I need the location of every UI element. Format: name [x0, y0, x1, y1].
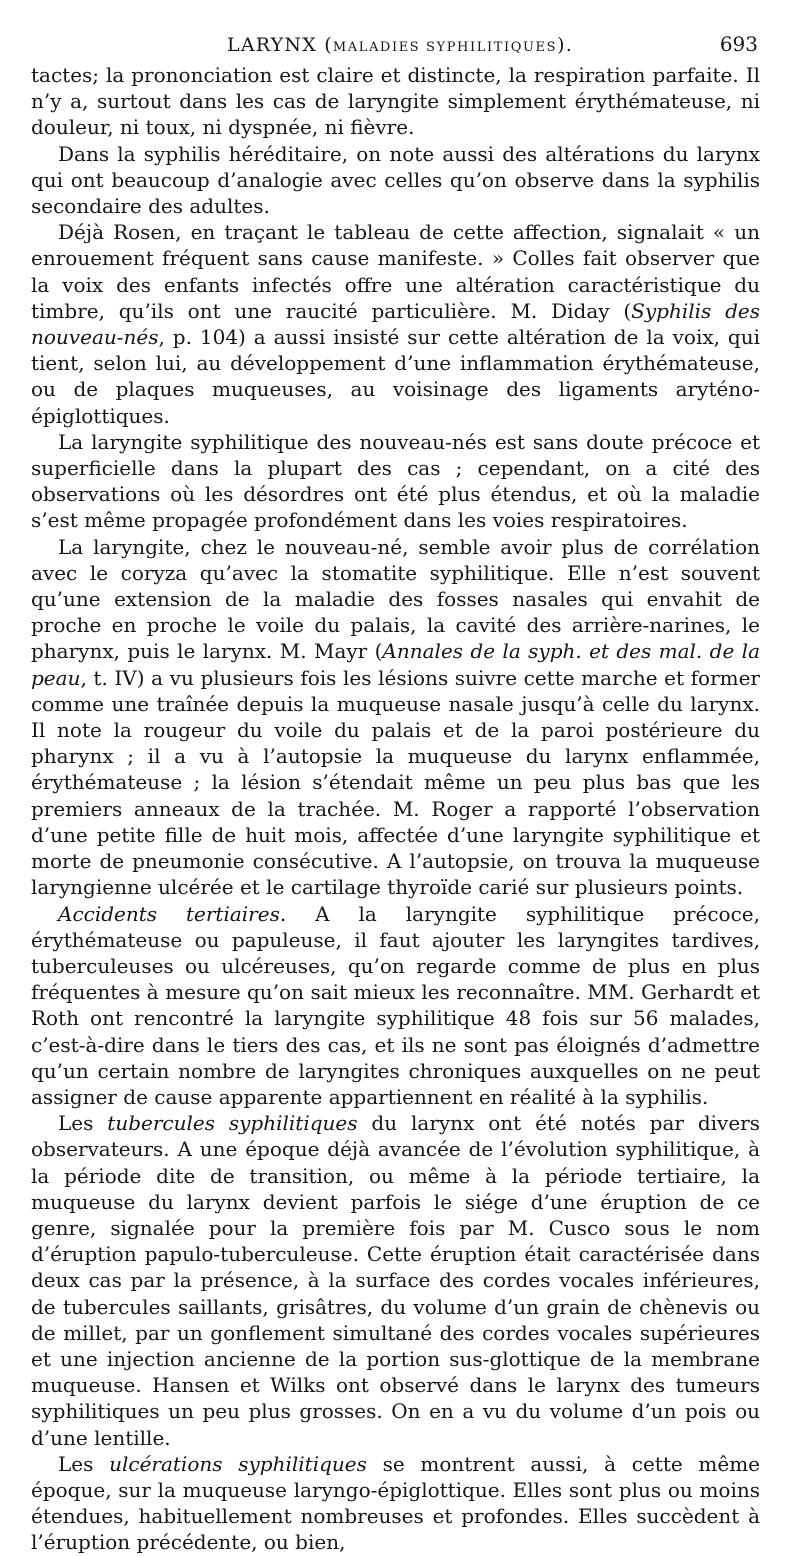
paragraph-text: Dans la syphilis héréditaire, on note aussi des altérations du larynx qui ont beaucoup d’analogie avec celles qu’on observe dans la syphilis secondaire des adultes. — [31, 141, 760, 219]
paragraph — [31, 901, 760, 1111]
page-number: 693 — [719, 32, 758, 56]
running-head-main: LARYNX ( — [227, 34, 333, 56]
italic-text: tubercules syphilitiques — [107, 1111, 358, 1136]
paragraph-text: La laryngite syphilitique des nouveau-nés est sans doute précoce et superficielle dans la plupart des cas ; cependant, on a cité des observations où les désordres ont été plus étendus, et où la maladie s’est même propagée profondément dans les voies respiratoires. — [31, 429, 760, 533]
running-head-smallcaps: MALADIES SYPHILITIQUES — [332, 40, 558, 55]
paragraph — [31, 429, 760, 534]
paragraph-text: , p. 104) a aussi insisté sur cette altération de la voix, qui tient, selon lui, au développement d’une inflammation érythémateuse, ou de plaques muqueuses, au voisinage des ligaments aryténo-épiglottiques. — [31, 325, 760, 428]
running-head — [227, 34, 573, 56]
page-header — [31, 30, 760, 62]
paragraph-text: du larynx ont été notés par divers observateurs. A une époque déjà avancée de l’évolution syphilitique, à la période dite de transition, ou même à la période tertiaire, la muqueuse du larynx devient parfois le siége d’une éruption de ce genre, signalée pour la première fois par M. Cusco sous le nom d’éruption papulo-tuberculeuse. Cette éruption était caractérisée dans deux cas par la présence, à la surface des cordes vocales inférieures, de tubercules saillants, grisâtres, du volume d’un grain de chènevis ou de millet, par un gonflement simultané des cordes vocales supérieures et une injection ancienne de la portion sus-glottique de la membrane muqueuse. Hansen et Wilks ont observé dans le larynx des tumeurs syphilitiques un peu plus grosses. On en a vu du volume d’un pois ou d’une lentille. — [31, 1111, 760, 1450]
paragraph-text: se montrent aussi, à cette même époque, sur la muqueuse laryngo-épiglottique. Elles sont plus ou moins étendues, habituellement nombreuses et profondes. Elles succèdent à l’éruption précédente, ou bien, — [31, 1451, 760, 1555]
paragraph — [31, 534, 760, 901]
italic-text: ulcérations syphilitiques — [109, 1451, 367, 1476]
paragraph — [31, 1110, 760, 1451]
italic-text: Annales de la syph. et des mal. de la peau — [31, 639, 760, 690]
paragraph-text: tactes; la prononciation est claire et distincte, la respiration parfaite. Il n’y a, surtout dans les cas de laryngite simplement érythémateuse, ni douleur, ni toux, ni dyspnée, ni fièvre. — [31, 63, 760, 140]
paragraph-text: Les — [58, 1111, 108, 1136]
running-head-end: ). — [557, 34, 573, 56]
paragraph-text: . A la laryngite syphilitique précoce, érythémateuse ou papuleuse, il faut ajouter les laryngites tardives, tuberculeuses ou ulcéreuses, qu’on regarde comme de plus en plus fréquentes à mesure qu’on sait mieux les reconnaître. MM. Gerhardt et Roth ont rencontré la laryngite syphilitique 48 fois sur 56 malades, c’est-à-dire dans le tiers des cas, et ils ne sont pas éloignés d’admettre qu’un certain nombre de laryngites chroniques auxquelles on ne peut assigner de cause apparente appartiennent en réalité à la syphilis. — [31, 901, 760, 1109]
paragraph — [31, 141, 760, 220]
paragraph-text: Les — [58, 1451, 110, 1476]
paragraph-text: , t. IV) a vu plusieurs fois les lésions suivre cette marche et former comme une traînée depuis la muqueuse nasale jusqu’à celle du larynx. Il note la rougeur du voile du palais et de la paroi postérieure du pharynx ; il a vu à l’autopsie la muqueuse du larynx enflammée, érythémateuse ; la lésion s’étendait même un peu plus bas que les premiers anneaux de la trachée. M. Roger a rapporté l’observation d’une petite fille de huit mois, affectée d’une laryngite syphilitique et morte de pneumonie consécutive. A l’autopsie, on trouva la muqueuse laryngienne ulcérée et le cartilage thyroïde carié sur plusieurs points. — [31, 665, 760, 900]
paragraph — [31, 1451, 760, 1556]
body-text — [31, 62, 760, 1556]
italic-text: Syphilis des nouveau-nés — [31, 298, 760, 350]
italic-text: Accidents tertiaires — [58, 901, 280, 926]
paragraph — [31, 62, 760, 141]
paragraph — [31, 219, 760, 429]
paragraph-text: La laryngite, chez le nouveau-né, semble avoir plus de corrélation avec le coryza qu’avec la stomatite syphilitique. Elle n’est souvent qu’une extension de la maladie des fosses nasales qui envahit de proche en proche le voile du palais, la cavité des arrière-narines, le pharynx, puis le larynx. M. Mayr ( — [31, 534, 760, 664]
paragraph-text: Déjà Rosen, en traçant le tableau de cette affection, signalait « un enrouement fréquent sans cause manifeste. » Colles fait observer que la voix des enfants infectés offre une altération caractéristique du timbre, qu’ils ont une raucité particulière. M. Diday ( — [31, 220, 760, 323]
